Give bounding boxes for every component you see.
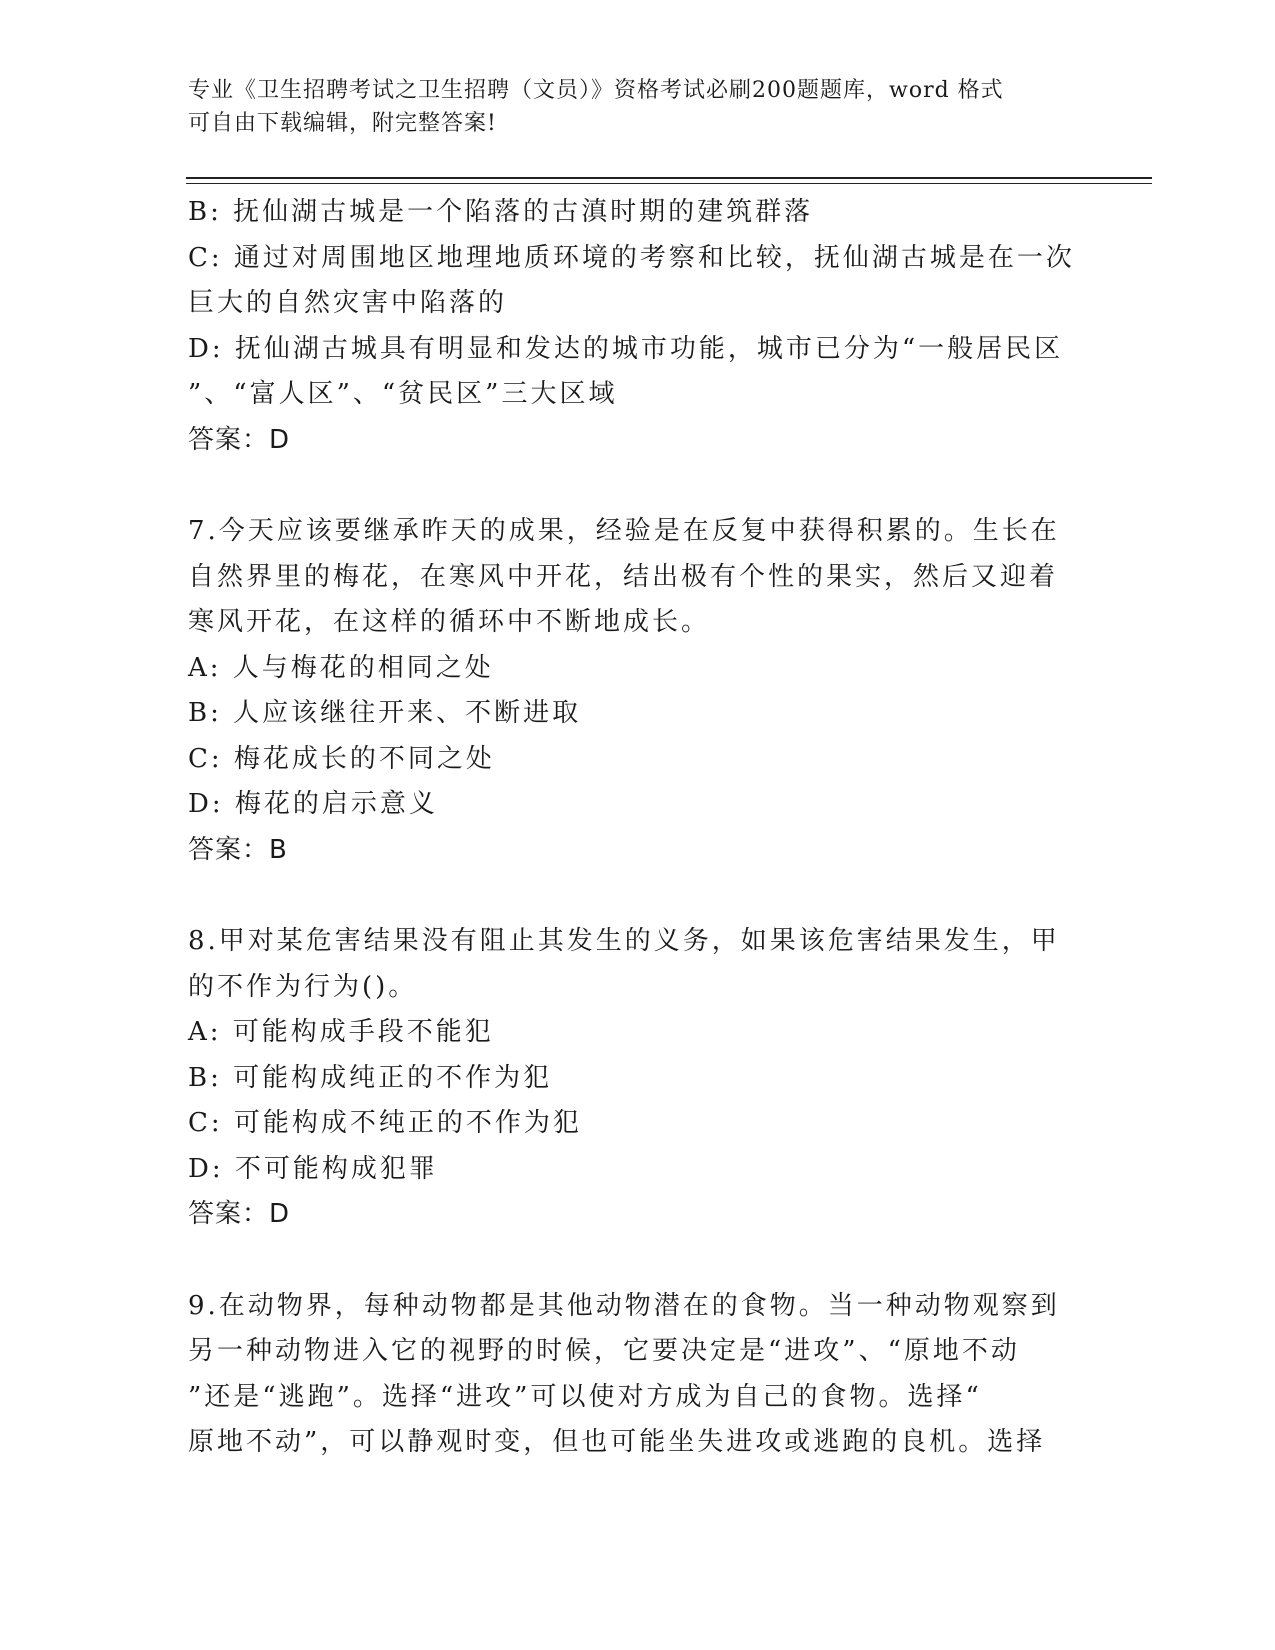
question-block-9	[188, 1284, 1088, 1466]
option-c: C: 梅花成长的不同之处	[188, 743, 495, 774]
header-divider-thin	[186, 183, 1152, 184]
option-b: B: 可能构成纯正的不作为犯	[188, 1062, 553, 1093]
spacer	[188, 463, 1088, 509]
option-a: A: 人与梅花的相同之处	[188, 652, 494, 683]
option-d: D: 梅花的启示意义	[188, 789, 438, 819]
header-line-2: 可自由下载编辑，附完整答案!	[188, 111, 497, 136]
option-a: A: 可能构成手段不能犯	[188, 1017, 494, 1047]
document-header	[188, 74, 1068, 140]
option-d: D: 抚仙湖古城具有明显和发达的城市功能，城市已分为“一般居民区	[188, 333, 1064, 364]
answer-line: 答案：B	[188, 834, 288, 865]
option-c-continued: 巨大的自然灾害中陷落的	[188, 288, 508, 318]
question-stem: 9.在动物界，每种动物都是其他动物潜在的食物。当一种动物观察到	[188, 1290, 1060, 1321]
option-d-continued: ”、“富人区”、“贫民区”三大区域	[188, 379, 618, 409]
question-stem: 寒风开花，在这样的循环中不断地成长。	[188, 607, 711, 637]
option-d: D: 不可能构成犯罪	[188, 1153, 438, 1184]
option-c: C: 可能构成不纯正的不作为犯	[188, 1108, 582, 1138]
spacer	[188, 873, 1088, 919]
option-b: B: 人应该继往开来、不断进取	[188, 698, 582, 728]
question-stem: 7.今天应该要继承昨天的成果，经验是在反复中获得积累的。生长在	[188, 516, 1060, 546]
question-stem: 另一种动物进入它的视野的时候，它要决定是“进攻”、“原地不动	[188, 1336, 1020, 1366]
question-block-7	[188, 509, 1088, 873]
answer-line: 答案：D	[188, 1199, 291, 1229]
question-stem: 8.甲对某危害结果没有阻止其发生的义务，如果该危害结果发生，甲	[188, 926, 1060, 956]
question-block-prev	[188, 190, 1088, 463]
question-stem: 的不作为行为()。	[188, 971, 418, 1002]
header-divider-thick	[186, 177, 1152, 179]
page-content	[188, 190, 1088, 1466]
question-stem: ”还是“逃跑”。选择“进攻”可以使对方成为自己的食物。选择“	[188, 1381, 982, 1412]
option-c: C: 通过对周围地区地理地质环境的考察和比较，抚仙湖古城是在一次	[188, 242, 1075, 273]
question-stem: 原地不动”，可以静观时变，但也可能坐失进攻或逃跑的良机。选择	[188, 1427, 1046, 1457]
question-block-8	[188, 919, 1088, 1238]
answer-line: 答案：D	[188, 424, 291, 455]
spacer	[188, 1238, 1088, 1284]
question-stem: 自然界里的梅花，在寒风中开花，结出极有个性的果实，然后又迎着	[188, 561, 1059, 592]
header-line-1: 专业《卫生招聘考试之卫生招聘（文员）》资格考试必刷200题题库，word 格式	[188, 78, 1004, 103]
option-b: B: 抚仙湖古城是一个陷落的古滇时期的建筑群落	[188, 197, 814, 227]
